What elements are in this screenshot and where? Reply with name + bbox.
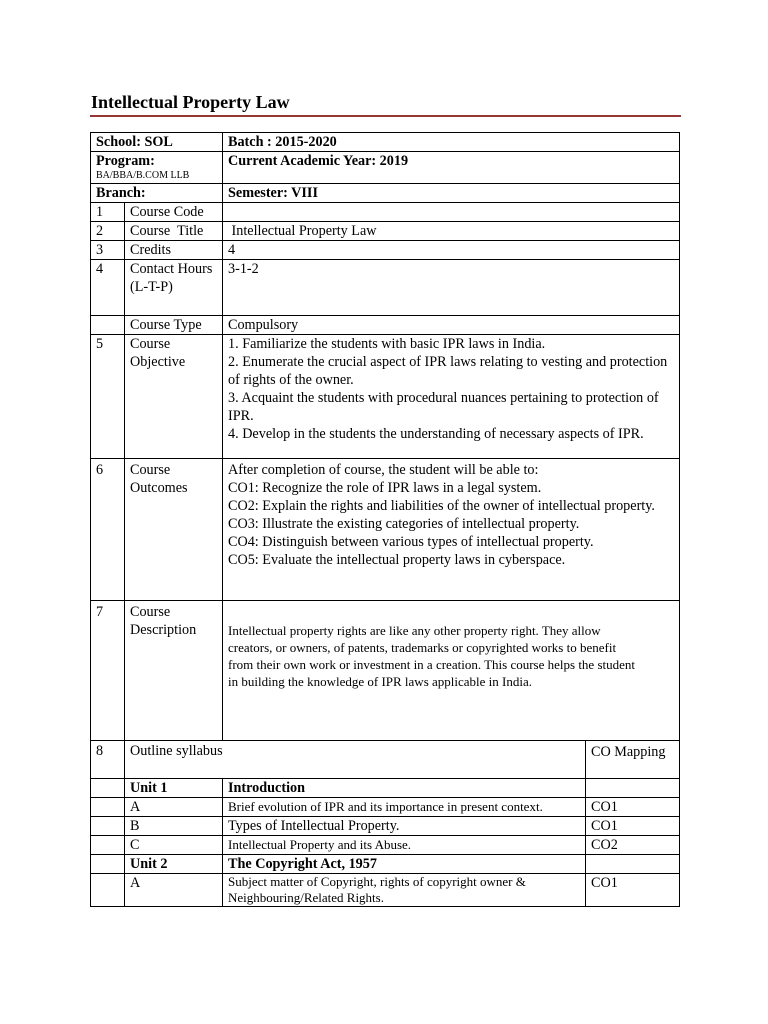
unit-label: Unit 2: [125, 855, 223, 874]
co-cell: CO1: [586, 798, 680, 817]
program-cell: [91, 152, 223, 184]
spacer-cell: [91, 874, 125, 907]
objective-item: 4. Develop in the students the understanding of necessary aspects of IPR.: [228, 426, 644, 442]
batch-cell: Batch : 2015-2020: [223, 133, 680, 152]
program-label: Program:: [96, 153, 155, 169]
branch-cell: Branch:: [91, 184, 223, 203]
topic-text: Subject matter of Copyright, rights of copyright owner & Neighbouring/Related Rights.: [223, 874, 586, 907]
spacer-cell: [91, 817, 125, 836]
objective-list: [223, 335, 680, 459]
document-title: Intellectual Property Law: [91, 92, 290, 112]
topic-id: A: [125, 798, 223, 817]
co-cell: CO2: [586, 836, 680, 855]
row-number: 1: [91, 203, 125, 222]
row-label: Contact Hours (L-T-P): [125, 260, 223, 316]
outcome-item: CO4: Distinguish between various types of intellectual property.: [228, 534, 594, 550]
row-value: [223, 203, 680, 222]
co-cell: CO1: [586, 874, 680, 907]
unit-title: Introduction: [223, 779, 586, 798]
row-value: 3-1-2: [223, 260, 680, 316]
objective-item: 2. Enumerate the crucial aspect of IPR laws relating to vesting and protection of rights of the owner.: [228, 354, 668, 388]
description-label: Course Description: [125, 601, 223, 741]
topic-text: Intellectual Property and its Abuse.: [223, 836, 586, 855]
row-value: Compulsory: [223, 316, 680, 335]
topic-id: A: [125, 874, 223, 907]
co-mapping-header: CO Mapping: [586, 741, 680, 779]
objective-label: Course Objective: [125, 335, 223, 459]
co-cell: [586, 779, 680, 798]
row-number: 5: [91, 335, 125, 459]
row-number: 2: [91, 222, 125, 241]
row-number: 6: [91, 459, 125, 601]
outcome-item: After completion of course, the student will be able to:: [228, 462, 539, 478]
row-number: 7: [91, 601, 125, 741]
co-cell: [586, 855, 680, 874]
topic-id: C: [125, 836, 223, 855]
unit-title: The Copyright Act, 1957: [223, 855, 586, 874]
school-cell: School: SOL: [91, 133, 223, 152]
row-label: Course Title: [125, 222, 223, 241]
row-label: Credits: [125, 241, 223, 260]
spacer-cell: [91, 855, 125, 874]
row-value: 4: [223, 241, 680, 260]
objective-item: 1. Familiarize the students with basic IPR laws in India.: [228, 336, 546, 352]
course-table: [90, 132, 680, 907]
unit-label: Unit 1: [125, 779, 223, 798]
row-number: 8: [91, 741, 125, 779]
outcome-item: CO5: Evaluate the intellectual property laws in cyberspace.: [228, 552, 566, 568]
spacer-cell: [91, 779, 125, 798]
outcome-item: CO1: Recognize the role of IPR laws in a legal system.: [228, 480, 542, 496]
outcomes-list: [223, 459, 680, 601]
semester-cell: Semester: VIII: [223, 184, 680, 203]
title-underline: [90, 115, 681, 117]
row-label: Course Type: [125, 316, 223, 335]
row-number: [91, 316, 125, 335]
description-text: Intellectual property rights are like any other property right. They allow creators, or owners, of patents, trademarks or copyrighted works to benefit from their own work or investment in a creation. This course helps the student in building the knowledge of IPR laws applicable in India.: [223, 601, 680, 741]
row-number: 3: [91, 241, 125, 260]
row-label: Course Code: [125, 203, 223, 222]
program-detail: BA/BBA/B.COM LLB: [96, 170, 190, 181]
row-number: 4: [91, 260, 125, 316]
outcomes-label: Course Outcomes: [125, 459, 223, 601]
topic-id: B: [125, 817, 223, 836]
outcome-item: CO2: Explain the rights and liabilities of the owner of intellectual property.: [228, 498, 655, 514]
row-value: Intellectual Property Law: [223, 222, 680, 241]
syllabus-label: Outline syllabus: [125, 741, 586, 779]
topic-text: Brief evolution of IPR and its importance in present context.: [223, 798, 586, 817]
spacer-cell: [91, 836, 125, 855]
outcome-item: CO3: Illustrate the existing categories of intellectual property.: [228, 516, 580, 532]
academic-year-cell: Current Academic Year: 2019: [223, 152, 680, 184]
spacer-cell: [91, 798, 125, 817]
objective-item: 3. Acquaint the students with procedural nuances pertaining to protection of IPR.: [228, 390, 659, 424]
co-cell: CO1: [586, 817, 680, 836]
topic-text: Types of Intellectual Property.: [223, 817, 586, 836]
